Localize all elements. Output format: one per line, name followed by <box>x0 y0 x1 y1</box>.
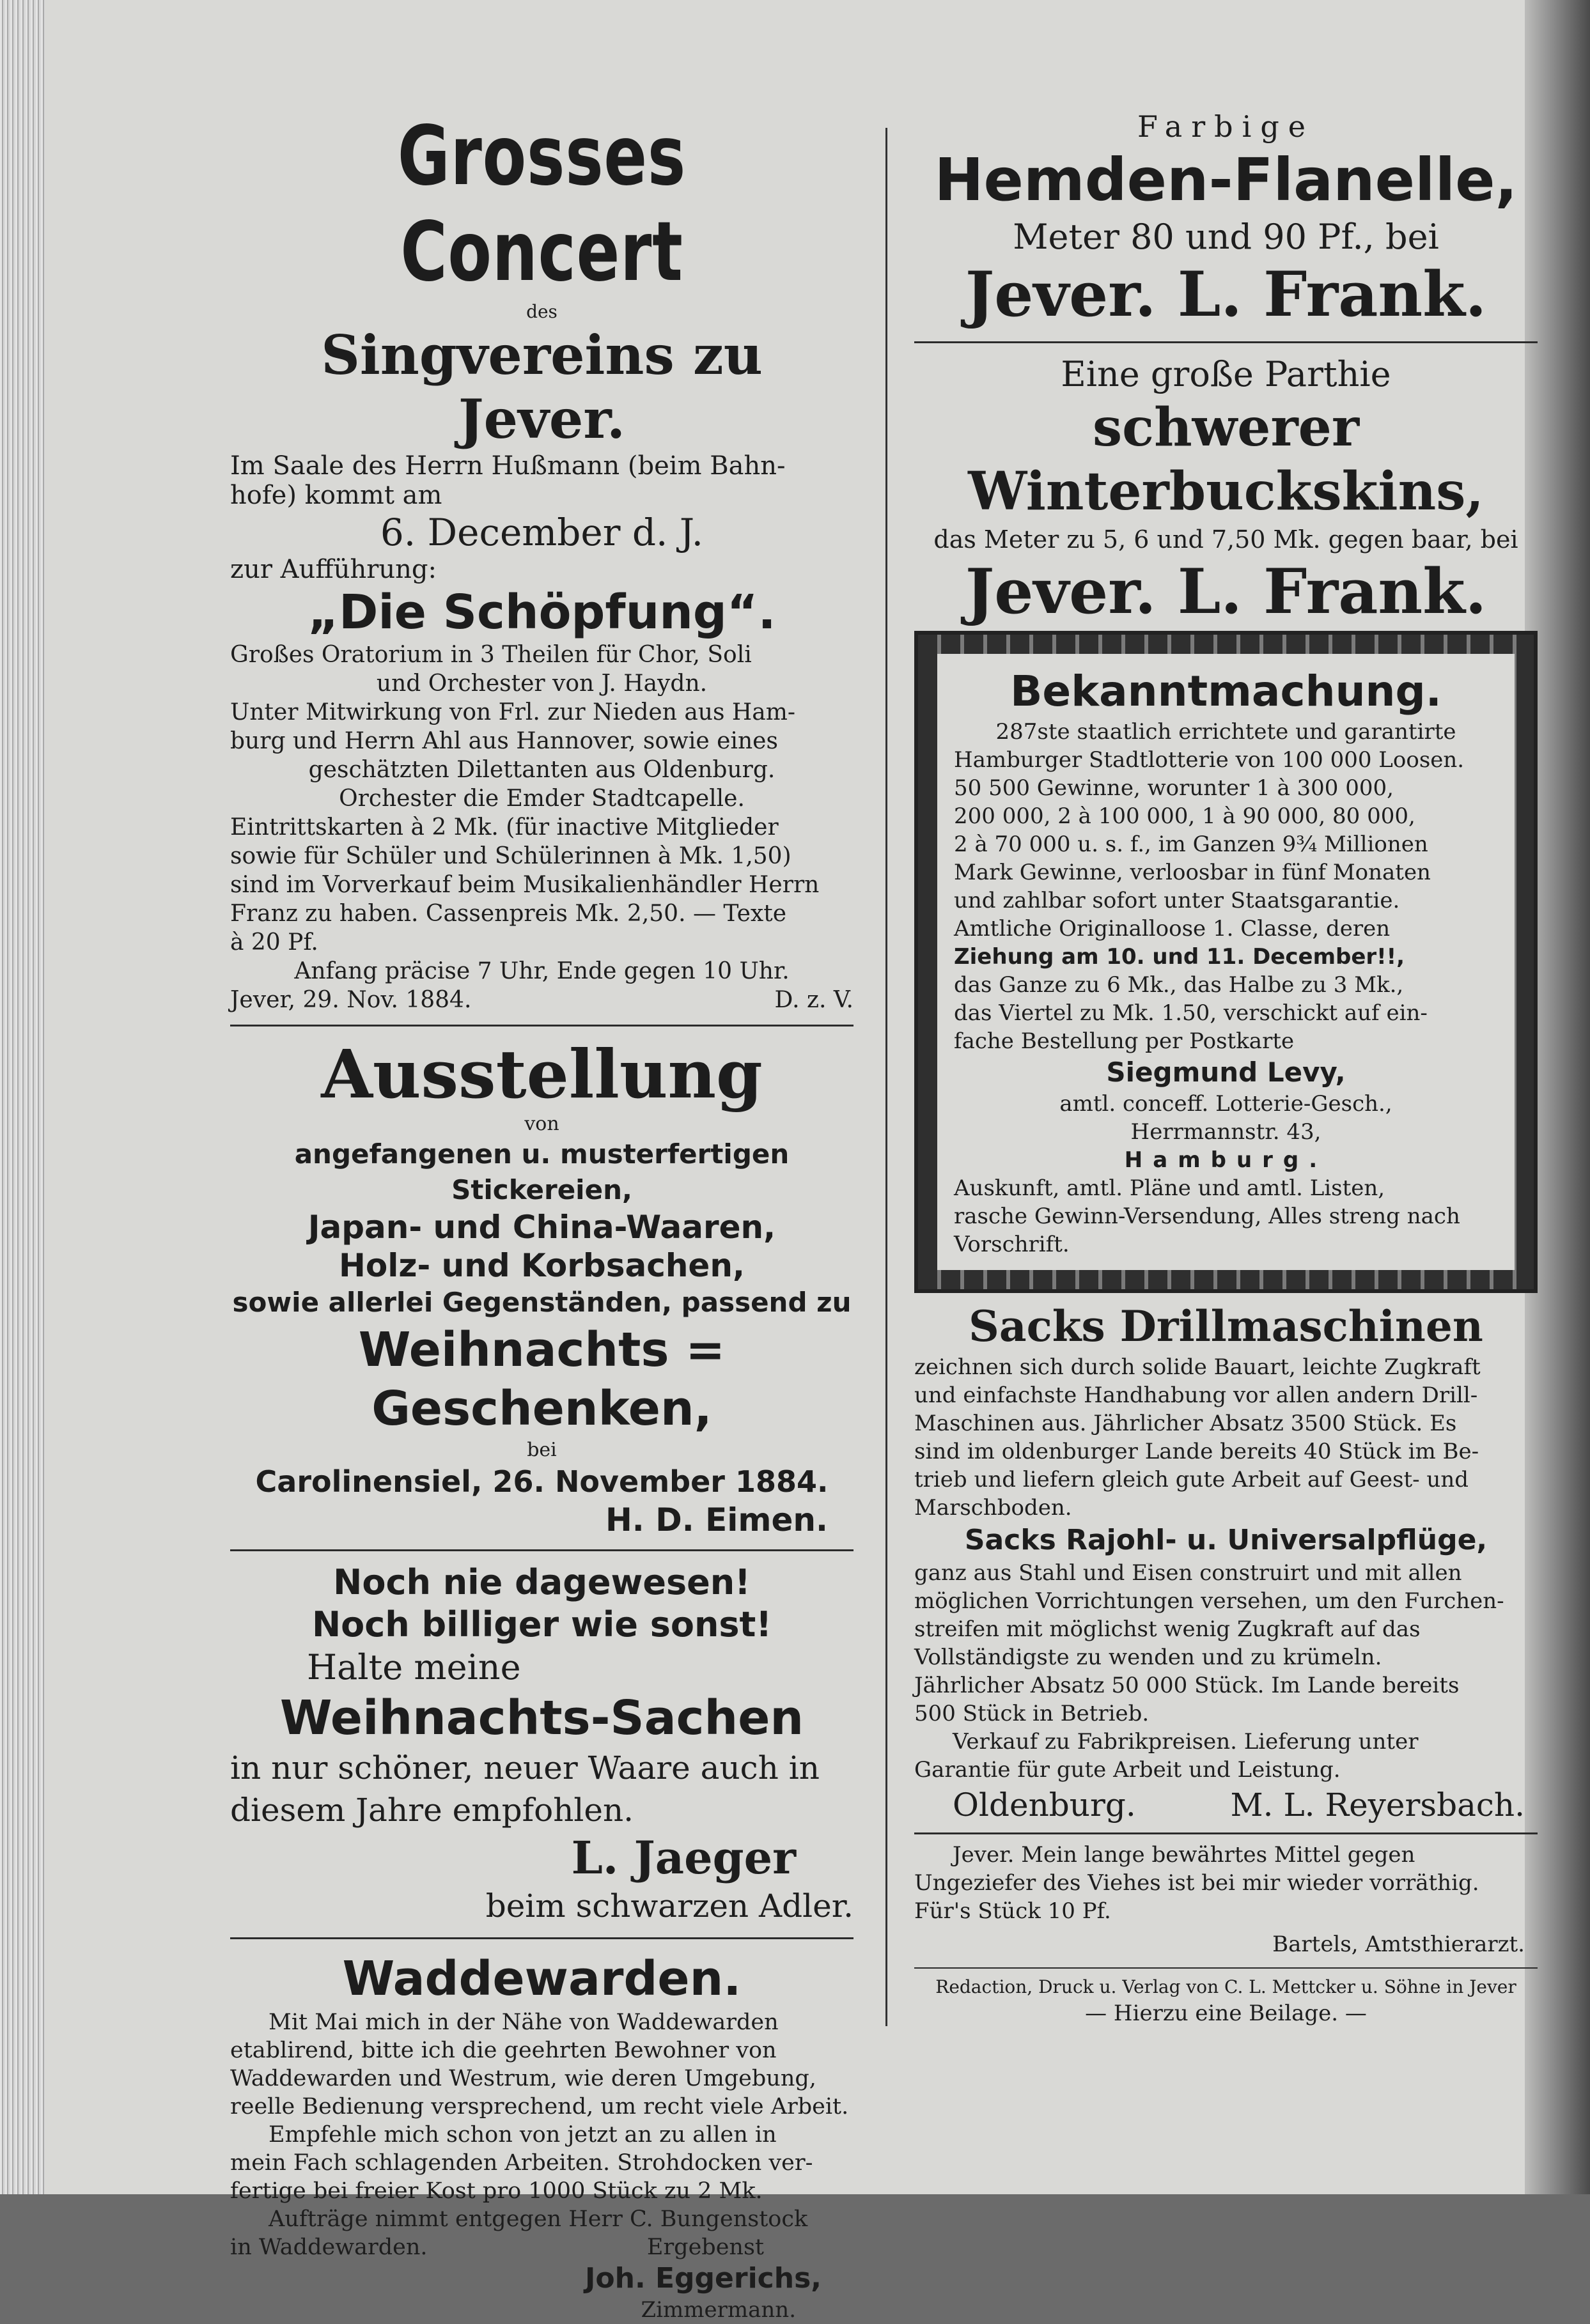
concert-signature: D. z. V. <box>774 987 853 1013</box>
flanelle-price: Meter 80 und 90 Pf., bei <box>1013 217 1439 257</box>
lotterie-line: Ziehung am 10. und 11. December!!, <box>954 944 1405 970</box>
jaeger-name: L. Jaeger <box>571 1831 796 1884</box>
sacks-line: ganz aus Stahl und Eisen construirt und mit allen <box>914 1560 1462 1586</box>
lotterie-line: 2 à 70 000 u. s. f., im Ganzen 9¾ Millionen <box>954 832 1428 857</box>
concert-line: Franz zu haben. Cassenpreis Mk. 2,50. — Texte <box>230 901 786 927</box>
ausstellung-ad <box>230 1037 853 1539</box>
ausstellung-bei: bei <box>527 1439 557 1461</box>
concert-date: 6. December d. J. <box>380 511 704 554</box>
flanelle-shop: Jever. L. Frank. <box>965 258 1487 330</box>
ausstellung-von: von <box>524 1113 559 1135</box>
waddewarden-line: in Waddewarden. <box>230 2235 428 2260</box>
flanelle-big: Hemden-Flanelle, <box>934 146 1518 214</box>
concert-title: Grosses Concert <box>397 109 687 300</box>
lotterie-line: 200 000, 2 à 100 000, 1 à 90 000, 80 000, <box>954 803 1415 829</box>
sacks-line: streifen mit möglichst wenig Zugkraft auf das <box>914 1616 1421 1642</box>
lotterie-title: Bekanntmachung. <box>1010 667 1442 716</box>
jaeger-line-5: diesem Jahre empfohlen. <box>230 1792 634 1829</box>
flanelle-line-1: Farbige <box>1137 109 1315 144</box>
concert-line: geschätzten Dilettanten aus Oldenburg. <box>308 757 776 783</box>
ausstellung-place: Carolinensiel, 26. November 1884. <box>255 1464 829 1499</box>
sacks-city: Oldenburg. <box>953 1786 1136 1824</box>
divider <box>914 341 1538 343</box>
lotterie-line: Mark Gewinne, verloosbar in fünf Monaten <box>954 860 1431 885</box>
lotterie-name: Siegmund Levy, <box>1106 1057 1346 1088</box>
concert-ad <box>230 109 853 1014</box>
buckskins-big: schwerer Winterbuckskins, <box>968 397 1484 522</box>
concert-subtitle: Singvereins zu Jever. <box>321 323 763 451</box>
lotterie-line: das Ganze zu 6 Mk., das Halbe zu 3 Mk., <box>954 972 1404 998</box>
column-divider <box>885 128 887 2026</box>
concert-intro-2: hofe) kommt am <box>230 481 442 510</box>
lotterie-foot: Vorschrift. <box>954 1232 1070 1257</box>
concert-des: des <box>526 301 557 322</box>
waddewarden-line: reelle Bedienung versprechend, um recht viele Arbeit. <box>230 2094 849 2119</box>
concert-line: Eintrittskarten à 2 Mk. (für inactive Mitglieder <box>230 814 779 841</box>
lotterie-address: Herrmannstr. 43, <box>1130 1119 1321 1145</box>
concert-line: à 20 Pf. <box>230 929 318 956</box>
concert-line: und Orchester von J. Haydn. <box>376 670 708 697</box>
buckskins-line-1: Eine große Parthie <box>1061 354 1391 394</box>
sacks-line: möglichen Vorrichtungen versehen, um den Furchen- <box>914 1588 1504 1614</box>
concert-body <box>230 640 853 1014</box>
concert-line: sowie für Schüler und Schülerinnen à Mk. 1,50) <box>230 843 791 869</box>
buckskins-shop: Jever. L. Frank. <box>965 555 1487 628</box>
sacks-line: Jährlicher Absatz 50 000 Stück. Im Lande bereits <box>914 1673 1460 1698</box>
divider <box>230 1025 853 1026</box>
lotterie-line: Hamburger Stadtlotterie von 100 000 Loosen. <box>954 747 1465 773</box>
jaeger-ad <box>230 1561 853 1927</box>
waddewarden-line: mein Fach schlagenden Arbeiten. Strohdocken ver- <box>230 2150 813 2176</box>
lotterie-city: Hamburg. <box>1124 1147 1328 1173</box>
divider <box>230 1549 853 1551</box>
bartels-body <box>914 1841 1538 1958</box>
lotterie-line: fache Bestellung per Postkarte <box>954 1028 1295 1054</box>
buckskins-price: das Meter zu 5, 6 und 7,50 Mk. gegen baar, bei <box>933 525 1518 554</box>
divider <box>914 1832 1538 1834</box>
imprint-line-1: Redaction, Druck u. Verlag von C. L. Mettcker u. Söhne in Jever <box>935 1976 1516 1997</box>
jaeger-line-1: Noch nie dagewesen! <box>333 1562 751 1602</box>
lotterie-foot: rasche Gewinn-Versendung, Alles streng nach <box>954 1204 1460 1229</box>
sacks-line: Vollständigste zu wenden und zu krümeln. <box>914 1645 1382 1670</box>
sacks-ad <box>914 1299 1538 1826</box>
waddewarden-line: fertige bei freier Kost pro 1000 Stück zu 2 Mk. <box>230 2178 763 2204</box>
right-column <box>914 109 1538 2027</box>
sacks-sub: Sacks Rajohl- u. Universalpflüge, <box>964 1524 1488 1556</box>
ausstellung-title: Ausstellung <box>321 1035 763 1113</box>
scan-page-edge <box>0 0 45 2194</box>
concert-intro-1: Im Saale des Herrn Hußmann (beim Bahn- <box>230 451 786 481</box>
waddewarden-line: Waddewarden und Westrum, wie deren Umgebung, <box>230 2066 816 2091</box>
lotterie-line: Amtliche Originalloose 1. Classe, deren <box>954 916 1391 941</box>
lotterie-ad <box>918 635 1534 1289</box>
sacks-line: zeichnen sich durch solide Bauart, leichte Zugkraft <box>914 1354 1481 1380</box>
sacks-line: sind im oldenburger Lande bereits 40 Stück im Be- <box>914 1439 1479 1464</box>
ausstellung-line: Japan- und China-Waaren, <box>308 1209 776 1246</box>
jaeger-line-2: Noch billiger wie sonst! <box>311 1604 772 1645</box>
waddewarden-line: etablirend, bitte ich die geehrten Bewohner von <box>230 2038 777 2063</box>
jaeger-big: Weihnachts-Sachen <box>279 1691 804 1746</box>
waddewarden-line: Mit Mai mich in der Nähe von Waddewarden <box>269 2010 779 2035</box>
concert-auffuehrung: zur Aufführung: <box>230 555 437 584</box>
divider <box>914 1967 1538 1969</box>
waddewarden-title: Waddewarden. <box>342 1951 742 2006</box>
bartels-line: Für's Stück 10 Pf. <box>914 1898 1111 1924</box>
flanelle-ad <box>914 109 1538 331</box>
sacks-title: Sacks Drillmaschinen <box>969 1301 1483 1351</box>
jaeger-location: beim schwarzen Adler. <box>485 1887 853 1925</box>
ausstellung-sign: H. D. Eimen. <box>605 1501 828 1538</box>
divider <box>230 1937 853 1939</box>
concert-line: Unter Mitwirkung von Frl. zur Nieden aus Ham- <box>230 699 796 725</box>
lotterie-body <box>954 718 1498 1259</box>
lotterie-line: 50 500 Gewinne, worunter 1 à 300 000, <box>954 775 1394 801</box>
sacks-body-2 <box>914 1559 1538 1784</box>
sacks-line: und einfachste Handhabung vor allen andern Drill- <box>914 1383 1478 1408</box>
sacks-firm: M. L. Reyersbach. <box>1230 1786 1525 1824</box>
waddewarden-trade: Zimmermann. <box>641 2297 796 2323</box>
concert-line: sind im Vorverkauf beim Musikalienhändler Herrn <box>230 872 820 898</box>
waddewarden-ergebenst: Ergebenst <box>646 2235 764 2260</box>
concert-line: Anfang präcise 7 Uhr, Ende gegen 10 Uhr. <box>294 958 790 984</box>
ausstellung-big: Weihnachts = Geschenken, <box>358 1322 726 1436</box>
ausstellung-line: sowie allerlei Gegenständen, passend zu <box>232 1287 852 1318</box>
waddewarden-ad <box>230 1949 853 2324</box>
waddewarden-line: Empfehle mich schon von jetzt an zu allen in <box>269 2122 777 2148</box>
concert-line: burg und Herrn Ahl aus Hannover, sowie eines <box>230 728 778 754</box>
concert-place-date: Jever, 29. Nov. 1884. <box>230 987 472 1013</box>
sacks-body <box>914 1353 1538 1522</box>
jaeger-line-4: in nur schöner, neuer Waare auch in <box>230 1749 820 1786</box>
bartels-line: Jever. Mein lange bewährtes Mittel gegen <box>953 1842 1415 1868</box>
sacks-line: Garantie für gute Arbeit und Leistung. <box>914 1757 1341 1783</box>
imprint-line-2: — Hierzu eine Beilage. — <box>1085 2001 1367 2026</box>
waddewarden-line: Aufträge nimmt entgegen Herr C. Bungenstock <box>269 2206 808 2232</box>
concert-line: Großes Oratorium in 3 Theilen für Chor, Soli <box>230 642 752 668</box>
jaeger-line-3: Halte meine <box>307 1647 521 1687</box>
sacks-line: Marschboden. <box>914 1495 1072 1521</box>
lotterie-role: amtl. conceff. Lotterie-Gesch., <box>1059 1091 1392 1117</box>
waddewarden-name: Joh. Eggerichs, <box>585 2262 822 2295</box>
bartels-ad <box>914 1841 1538 1958</box>
lotterie-foot: Auskunft, amtl. Pläne und amtl. Listen, <box>954 1175 1385 1201</box>
sacks-line: trieb und liefern gleich gute Arbeit auf Geest- und <box>914 1467 1469 1492</box>
lotterie-line: 287ste staatlich errichtete und garantirte <box>995 719 1456 745</box>
ausstellung-line: angefangenen u. musterfertigen Stickereien, <box>294 1138 790 1205</box>
lotterie-line: das Viertel zu Mk. 1.50, verschickt auf ein- <box>954 1000 1428 1026</box>
ausstellung-line: Holz- und Korbsachen, <box>339 1247 745 1284</box>
buckskins-ad <box>914 353 1538 628</box>
bartels-sign: Bartels, Amtsthierarzt. <box>1272 1932 1525 1957</box>
left-column <box>230 109 853 2324</box>
sacks-line: Maschinen aus. Jährlicher Absatz 3500 Stück. Es <box>914 1411 1457 1436</box>
bartels-line: Ungeziefer des Viehes ist bei mir wieder vorräthig. <box>914 1870 1479 1896</box>
waddewarden-body <box>230 2008 853 2261</box>
concert-work: „Die Schöpfung“. <box>308 585 776 640</box>
concert-line: Orchester die Emder Stadtcapelle. <box>339 786 745 812</box>
imprint <box>914 1975 1538 2027</box>
sacks-line: 500 Stück in Betrieb. <box>914 1701 1150 1726</box>
lotterie-line: und zahlbar sofort unter Staatsgarantie. <box>954 888 1400 913</box>
sacks-line: Verkauf zu Fabrikpreisen. Lieferung unter <box>953 1729 1419 1755</box>
